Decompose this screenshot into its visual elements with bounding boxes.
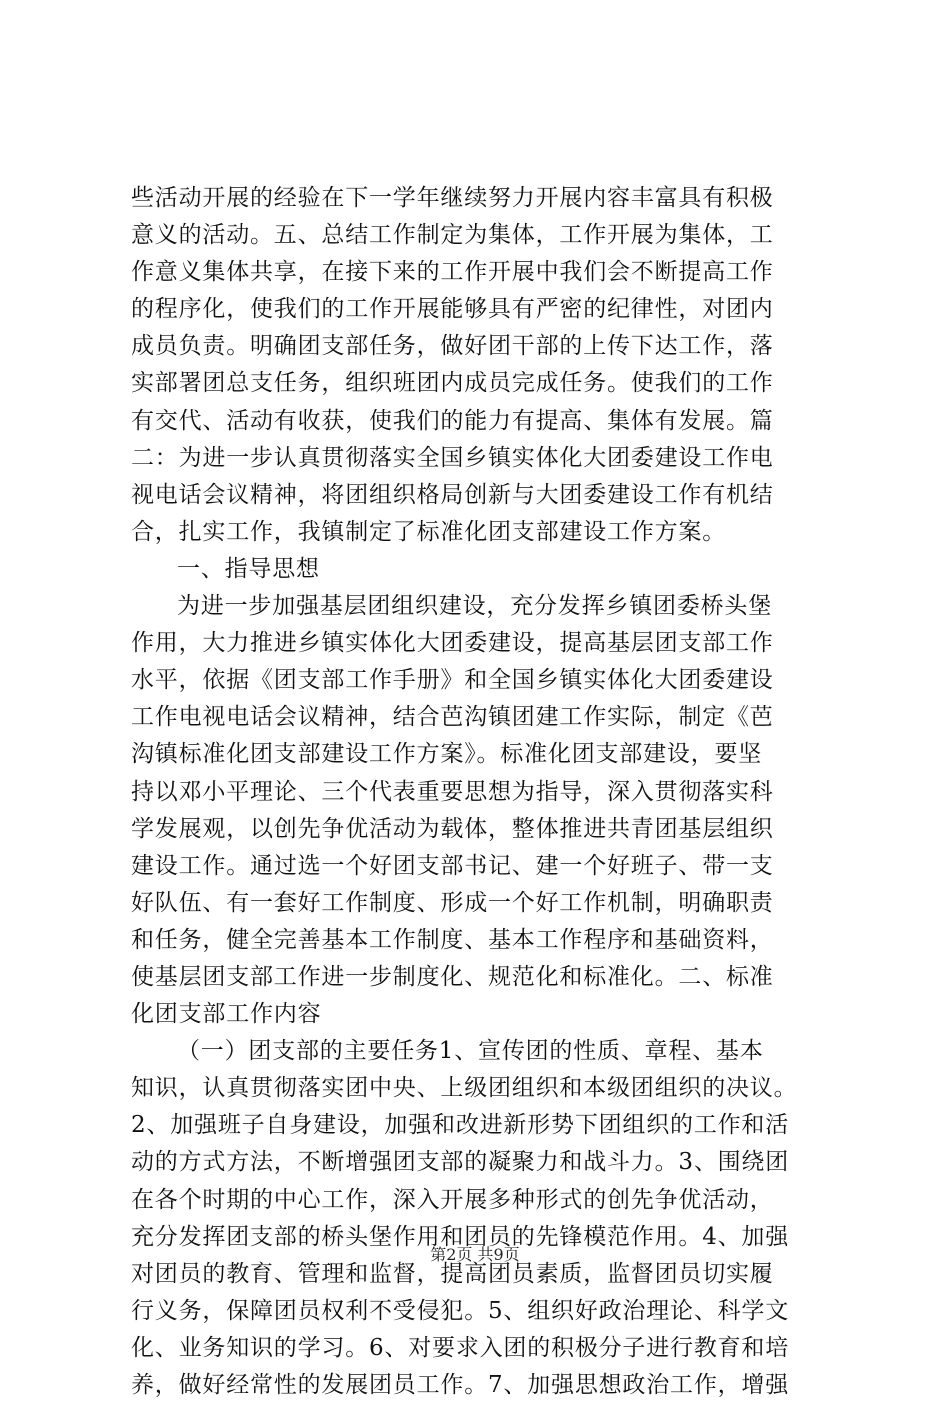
text-line: 对团员的教育、管理和监督，提高团员素质，监督团员切实履 bbox=[131, 1260, 774, 1287]
text-line: 持以邓小平理论、三个代表重要思想为指导，深入贯彻落实科 bbox=[131, 778, 774, 805]
text-line: 化团支部工作内容 bbox=[131, 1001, 322, 1028]
text-line: 工作电视电话会议精神，结合芭沟镇团建工作实际，制定《芭 bbox=[131, 704, 774, 731]
text-line: 作意义集体共享，在接下来的工作开展中我们会不断提高工作 bbox=[131, 259, 774, 286]
text-line: 使基层团支部工作进一步制度化、规范化和标准化。二、标准 bbox=[131, 963, 774, 990]
text-line: 沟镇标准化团支部建设工作方案》。标准化团支部建设，要坚 bbox=[131, 741, 763, 768]
text-line: 充分发挥团支部的桥头堡作用和团员的先锋模范作用。4、加强 bbox=[131, 1223, 790, 1250]
text-line: 视电话会议精神，将团组织格局创新与大团委建设工作有机结 bbox=[131, 481, 774, 508]
text-line: 合，扎实工作，我镇制定了标准化团支部建设工作方案。 bbox=[131, 518, 726, 545]
text-line: 为进一步加强基层团组织建设，充分发挥乡镇团委桥头堡 bbox=[177, 593, 772, 620]
document-body bbox=[131, 180, 831, 1404]
text-line: 成员负责。明确团支部任务，做好团干部的上传下达工作，落 bbox=[131, 333, 774, 360]
text-line: 水平，依据《团支部工作手册》和全国乡镇实体化大团委建设 bbox=[131, 667, 774, 694]
text-line: 有交代、活动有收获，使我们的能力有提高、集体有发展。篇 bbox=[131, 407, 774, 434]
text-line: 在各个时期的中心工作，深入开展多种形式的创先争优活动， bbox=[131, 1186, 774, 1213]
text-line: 养，做好经常性的发展团员工作。7、加强思想政治工作，增强 bbox=[131, 1372, 790, 1398]
text-line: （一）团支部的主要任务1、宣传团的性质、章程、基本 bbox=[177, 1038, 764, 1065]
text-line: 作用，大力推进乡镇实体化大团委建设，提高基层团支部工作 bbox=[131, 630, 774, 657]
text-line: 化、业务知识的学习。6、对要求入团的积极分子进行教育和培 bbox=[131, 1334, 790, 1361]
page-footer: 第2页 共9页 bbox=[430, 1245, 520, 1264]
text-line: 和任务，健全完善基本工作制度、基本工作程序和基础资料， bbox=[131, 926, 774, 953]
text-line: 的程序化，使我们的工作开展能够具有严密的纪律性，对团内 bbox=[131, 296, 774, 323]
text-line: 2、加强班子自身建设，加强和改进新形势下团组织的工作和活 bbox=[131, 1112, 790, 1139]
text-line: 意义的活动。五、总结工作制定为集体，工作开展为集体，工 bbox=[131, 222, 774, 249]
text-line: 动的方式方法，不断增强团支部的凝聚力和战斗力。3、围绕团 bbox=[131, 1149, 790, 1176]
text-line: 好队伍、有一套好工作制度、形成一个好工作机制，明确职责 bbox=[131, 889, 774, 916]
text-line: 建设工作。通过选一个好团支部书记、建一个好班子、带一支 bbox=[131, 852, 774, 879]
text-line: 知识，认真贯彻落实团中央、上级团组织和本级团组织的决议。 bbox=[131, 1075, 798, 1102]
text-line: 行义务，保障团员权利不受侵犯。5、组织好政治理论、科学文 bbox=[131, 1297, 790, 1324]
text-line: 学发展观，以创先争优活动为载体，整体推进共青团基层组织 bbox=[131, 815, 774, 842]
section-heading: 一、指导思想 bbox=[177, 555, 320, 582]
text-line: 二：为进一步认真贯彻落实全国乡镇实体化大团委建设工作电 bbox=[131, 444, 774, 471]
text-line: 些活动开展的经验在下一学年继续努力开展内容丰富具有积极 bbox=[131, 185, 774, 211]
text-line: 实部署团总支任务，组织班团内成员完成任务。使我们的工作 bbox=[131, 370, 774, 397]
